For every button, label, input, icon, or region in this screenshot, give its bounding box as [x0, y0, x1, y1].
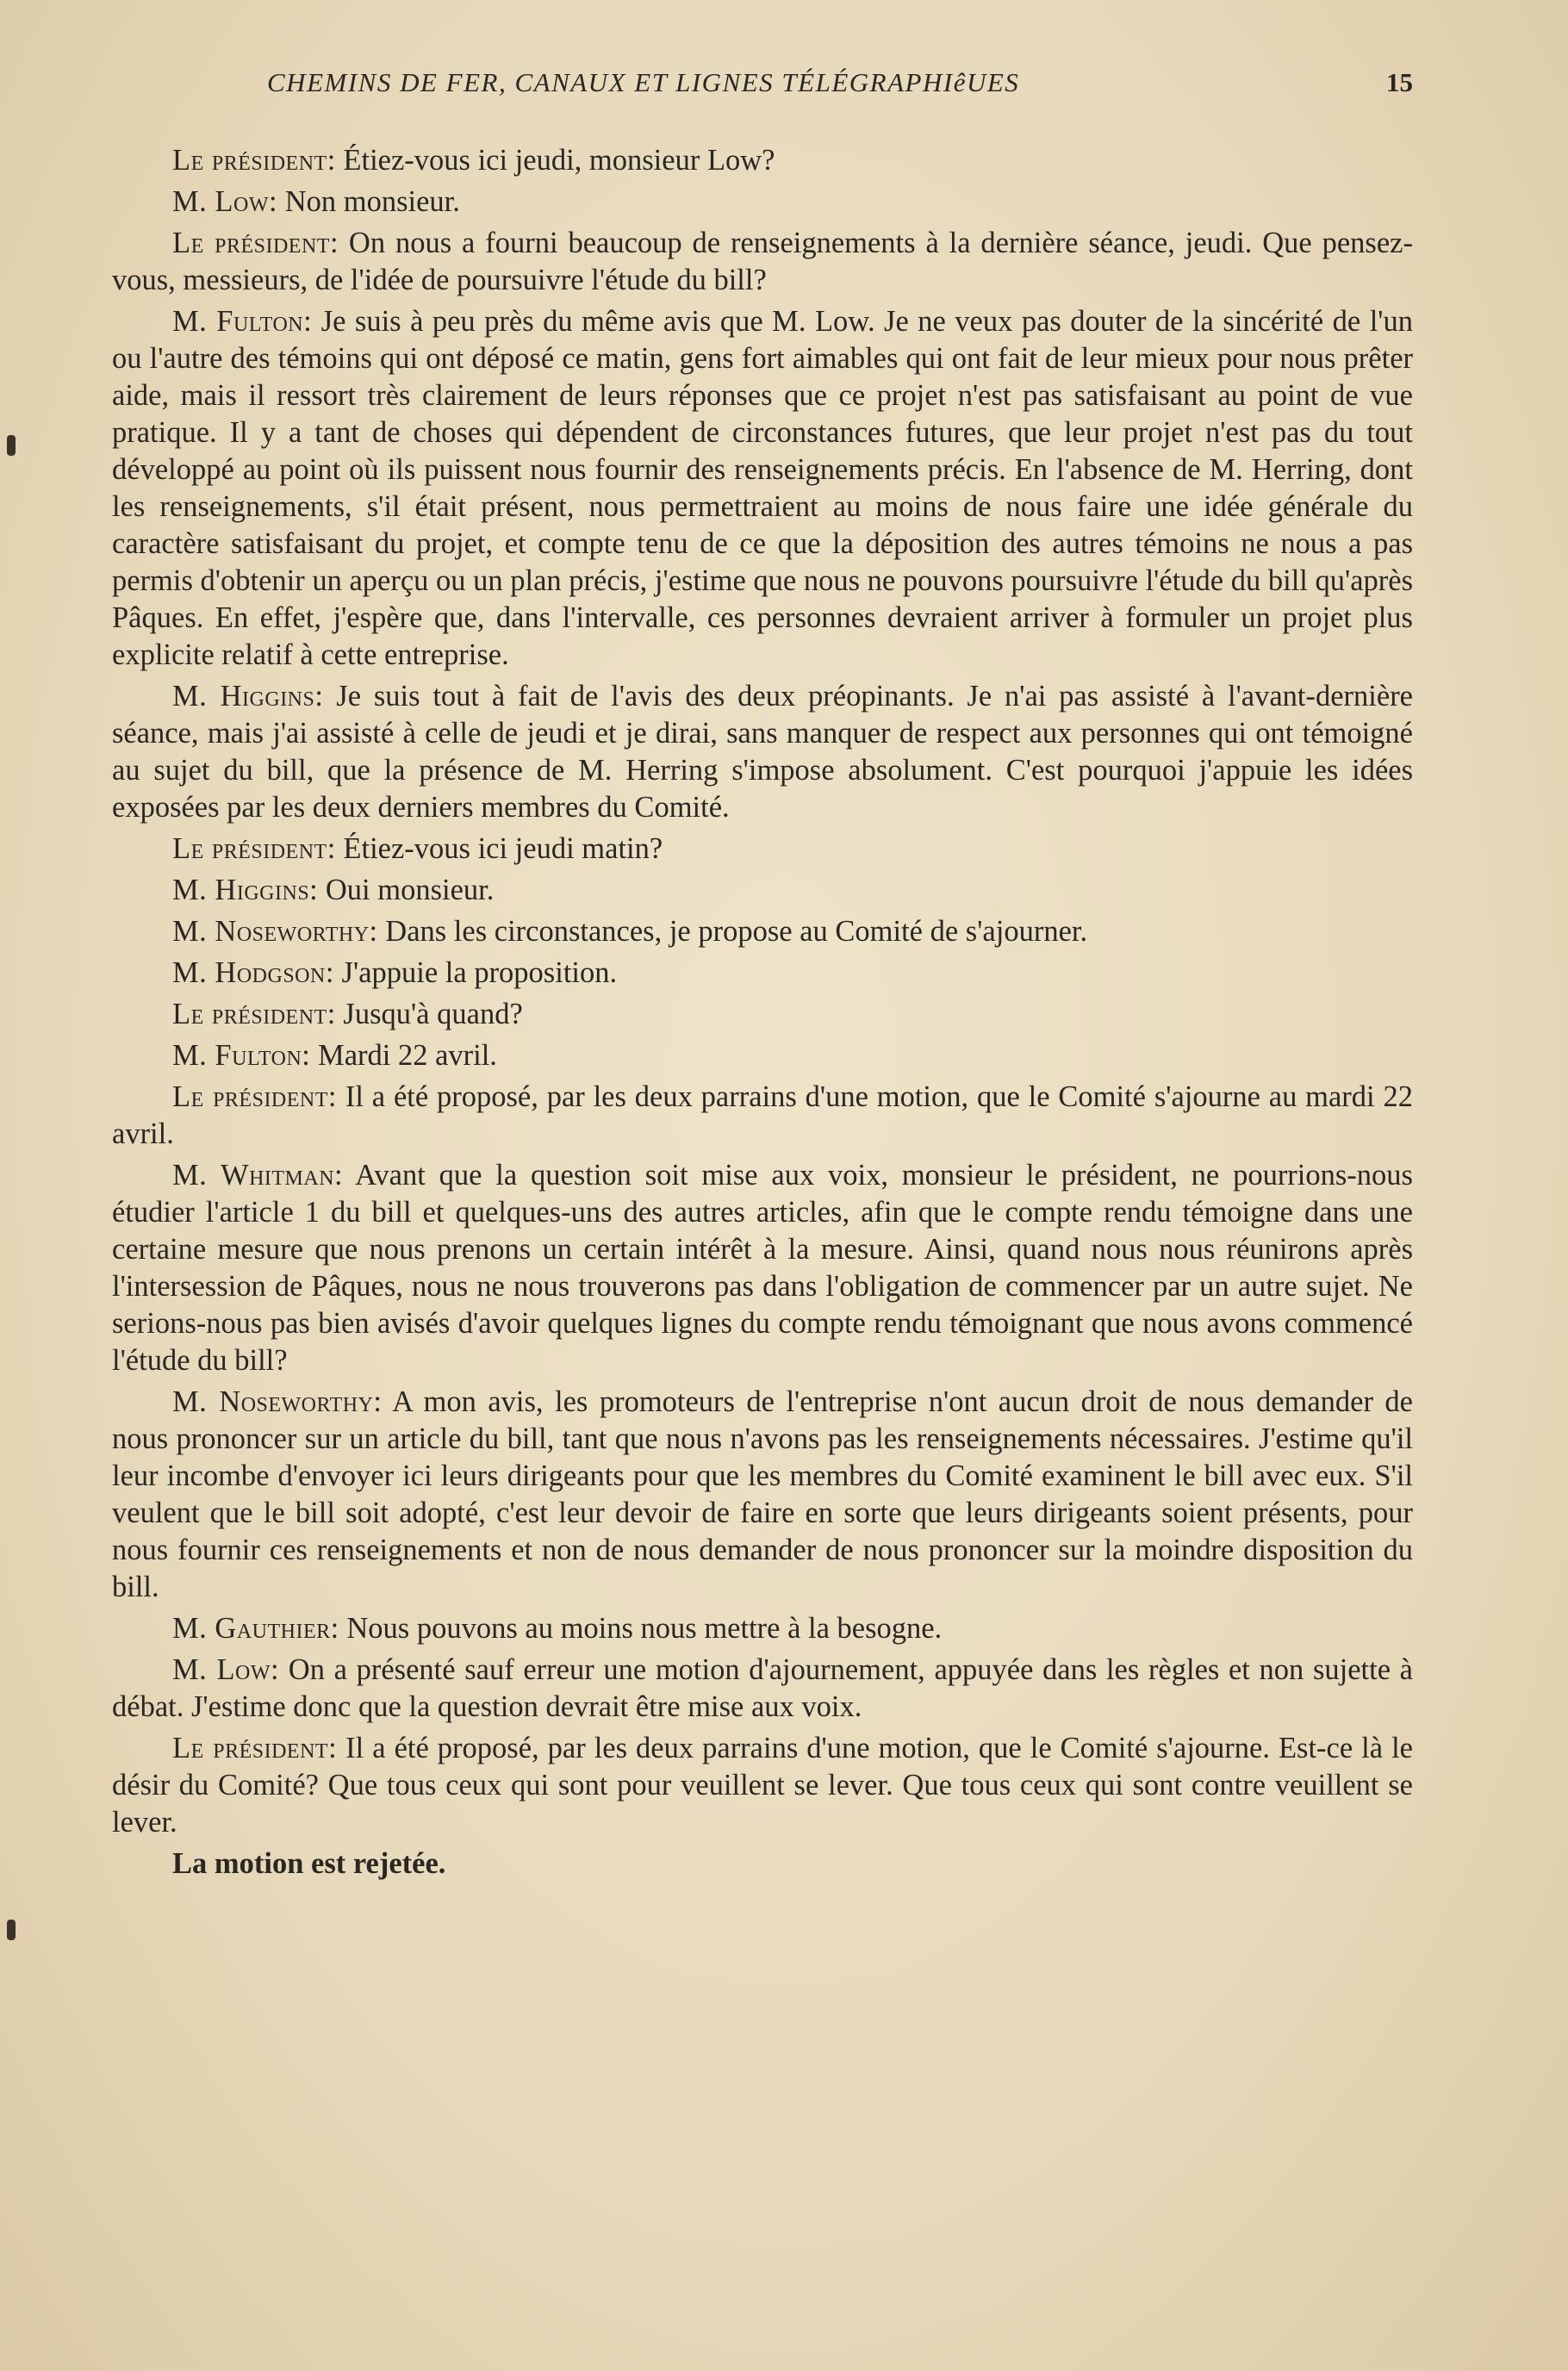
speaker-label: Le président: — [172, 1732, 338, 1764]
transcript-paragraph — [112, 1384, 1413, 1606]
speech-text: J'appuie la proposition. — [333, 956, 618, 989]
speech-text: Non monsieur. — [277, 185, 460, 218]
transcript-body — [112, 142, 1413, 1887]
binding-mark — [7, 1920, 16, 1940]
speaker-label: Le président: — [172, 1080, 338, 1113]
transcript-paragraph — [112, 1037, 1413, 1074]
speaker-label: M. Low: — [172, 1653, 280, 1686]
transcript-paragraph — [112, 142, 1413, 179]
transcript-paragraph — [112, 678, 1413, 826]
speaker-label: Le président: — [172, 832, 336, 865]
speech-text: Jusqu'à quand? — [335, 998, 523, 1030]
transcript-paragraph — [112, 831, 1413, 868]
speaker-label: M. Gauthier: — [172, 1612, 339, 1645]
speech-text: Avant que la question soit mise aux voix, monsieur le président, ne pourrions-nous étudier l'article 1 du bill et quelques-uns des autres articles, afin que le compte rendu témoigne dans une certaine mesure que nous prenons un certain intérêt à la mesure. Ainsi, quand nous nous réunirons après l'intersession de Pâques, nous ne nous trouverons pas dans l'obligation de commencer par un autre sujet. Ne serions-nous pas bien avisés d'avoir quelques lignes du compte rendu témoignant que nous avons commencé l'étude du bill? — [112, 1159, 1413, 1377]
speaker-label: M. Higgins: — [172, 874, 319, 906]
speech-text: Je suis à peu près du même avis que M. Low. Je ne veux pas douter de la sincérité de l'un ou l'autre des témoins qui ont déposé ce matin, gens fort aimables qui ont fait de leur mieux pour nous prêter aide, mais il ressort très clairement de leurs réponses que ce projet n'est pas satisfaisant au point de vue pratique. Il y a tant de choses qui dépendent de circonstances futures, que leur projet n'est pas du tout développé au point où ils puissent nous fournir des renseignements précis. En l'absence de M. Herring, dont les renseignements, s'il était présent, nous permettraient au moins de nous faire une idée générale du caractère satisfaisant du projet, et compte tenu de ce que la déposition des autres témoins ne nous a pas permis d'obtenir un aperçu ou un plan précis, j'estime que nous ne pouvons poursuivre l'étude du bill qu'après Pâques. En effet, j'espère que, dans l'intervalle, ces personnes devraient arriver à formuler un projet plus explicite relatif à cette entreprise. — [112, 305, 1413, 671]
speech-text: Étiez-vous ici jeudi, monsieur Low? — [335, 144, 775, 177]
transcript-paragraph — [112, 225, 1413, 299]
speech-text: Je suis tout à fait de l'avis des deux préopinants. Je n'ai pas assisté à l'avant-dernière séance, mais j'ai assisté à celle de jeudi et je dirai, sans manquer de respect aux personnes qui ont témoigné au sujet du bill, que la présence de M. Herring s'impose absolument. C'est pourquoi j'appuie les idées exposées par les deux derniers membres du Comité. — [112, 680, 1413, 824]
transcript-paragraph — [112, 184, 1413, 221]
page-number: 15 — [1386, 67, 1413, 97]
speaker-label: M. Noseworthy: — [172, 915, 378, 948]
speech-text: Il a été proposé, par les deux parrains d'une motion, que le Comité s'ajourne au mardi 22 avril. — [112, 1080, 1413, 1150]
transcript-paragraph — [112, 955, 1413, 992]
speaker-label: M. Hodgson: — [172, 956, 334, 989]
transcript-paragraph — [112, 1652, 1413, 1726]
speech-text: On nous a fourni beaucoup de renseignements à la dernière séance, jeudi. Que pensez-vous, messieurs, de l'idée de poursuivre l'étude du bill? — [112, 227, 1413, 296]
speech-text: Dans les circonstances, je propose au Comité de s'ajourner. — [377, 915, 1088, 948]
speaker-label: M. Fulton: — [172, 1039, 311, 1072]
speech-text: Oui monsieur. — [318, 874, 495, 906]
transcript-paragraph — [112, 1079, 1413, 1153]
motion-result: La motion est rejetée. — [172, 1847, 446, 1880]
transcript-paragraph — [112, 1610, 1413, 1647]
speaker-label: M. Whitman: — [172, 1159, 344, 1192]
page-header — [267, 67, 1413, 119]
speaker-label: M. Noseworthy: — [172, 1385, 383, 1418]
speaker-label: Le président: — [172, 144, 336, 177]
speaker-label: Le président: — [172, 227, 339, 259]
speaker-label: M. Low: — [172, 185, 278, 218]
transcript-paragraph — [112, 872, 1413, 909]
speaker-label: M. Fulton: — [172, 305, 313, 338]
speaker-label: Le président: — [172, 998, 336, 1030]
transcript-paragraph — [112, 913, 1413, 950]
binding-mark — [7, 435, 16, 456]
transcript-paragraph — [112, 1730, 1413, 1841]
speech-text: Nous pouvons au moins nous mettre à la besogne. — [339, 1612, 943, 1645]
speech-text: Mardi 22 avril. — [310, 1039, 497, 1072]
speech-text: On a présenté sauf erreur une motion d'ajournement, appuyée dans les règles et non sujette à débat. J'estime donc que la question devrait être mise aux voix. — [112, 1653, 1413, 1723]
running-title: CHEMINS DE FER, CANAUX ET LIGNES TÉLÉGRAPHIêUES — [267, 67, 1020, 97]
speaker-label: M. Higgins: — [172, 680, 324, 713]
transcript-paragraph — [112, 303, 1413, 674]
transcript-paragraph — [112, 996, 1413, 1033]
speech-text: Il a été proposé, par les deux parrains d'une motion, que le Comité s'ajourne. Est-ce là le désir du Comité? Que tous ceux qui sont pour veuillent se lever. Que tous ceux qui sont contre veuillent se lever. — [112, 1732, 1413, 1839]
speech-text: Étiez-vous ici jeudi matin? — [335, 832, 663, 865]
transcript-paragraph — [112, 1157, 1413, 1379]
speech-text: A mon avis, les promoteurs de l'entreprise n'ont aucun droit de nous demander de nous prononcer sur un article du bill, tant que nous n'avons pas les renseignements nécessaires. J'estime qu'il leur incombe d'envoyer ici leurs dirigeants pour que les membres du Comité examinent le bill avec eux. S'il veulent que le bill soit adopté, c'est leur devoir de faire en sorte que leurs dirigeants soient présents, pour nous fournir ces renseignements et non de nous demander de nous prononcer sur la moindre disposition du bill. — [112, 1385, 1413, 1603]
